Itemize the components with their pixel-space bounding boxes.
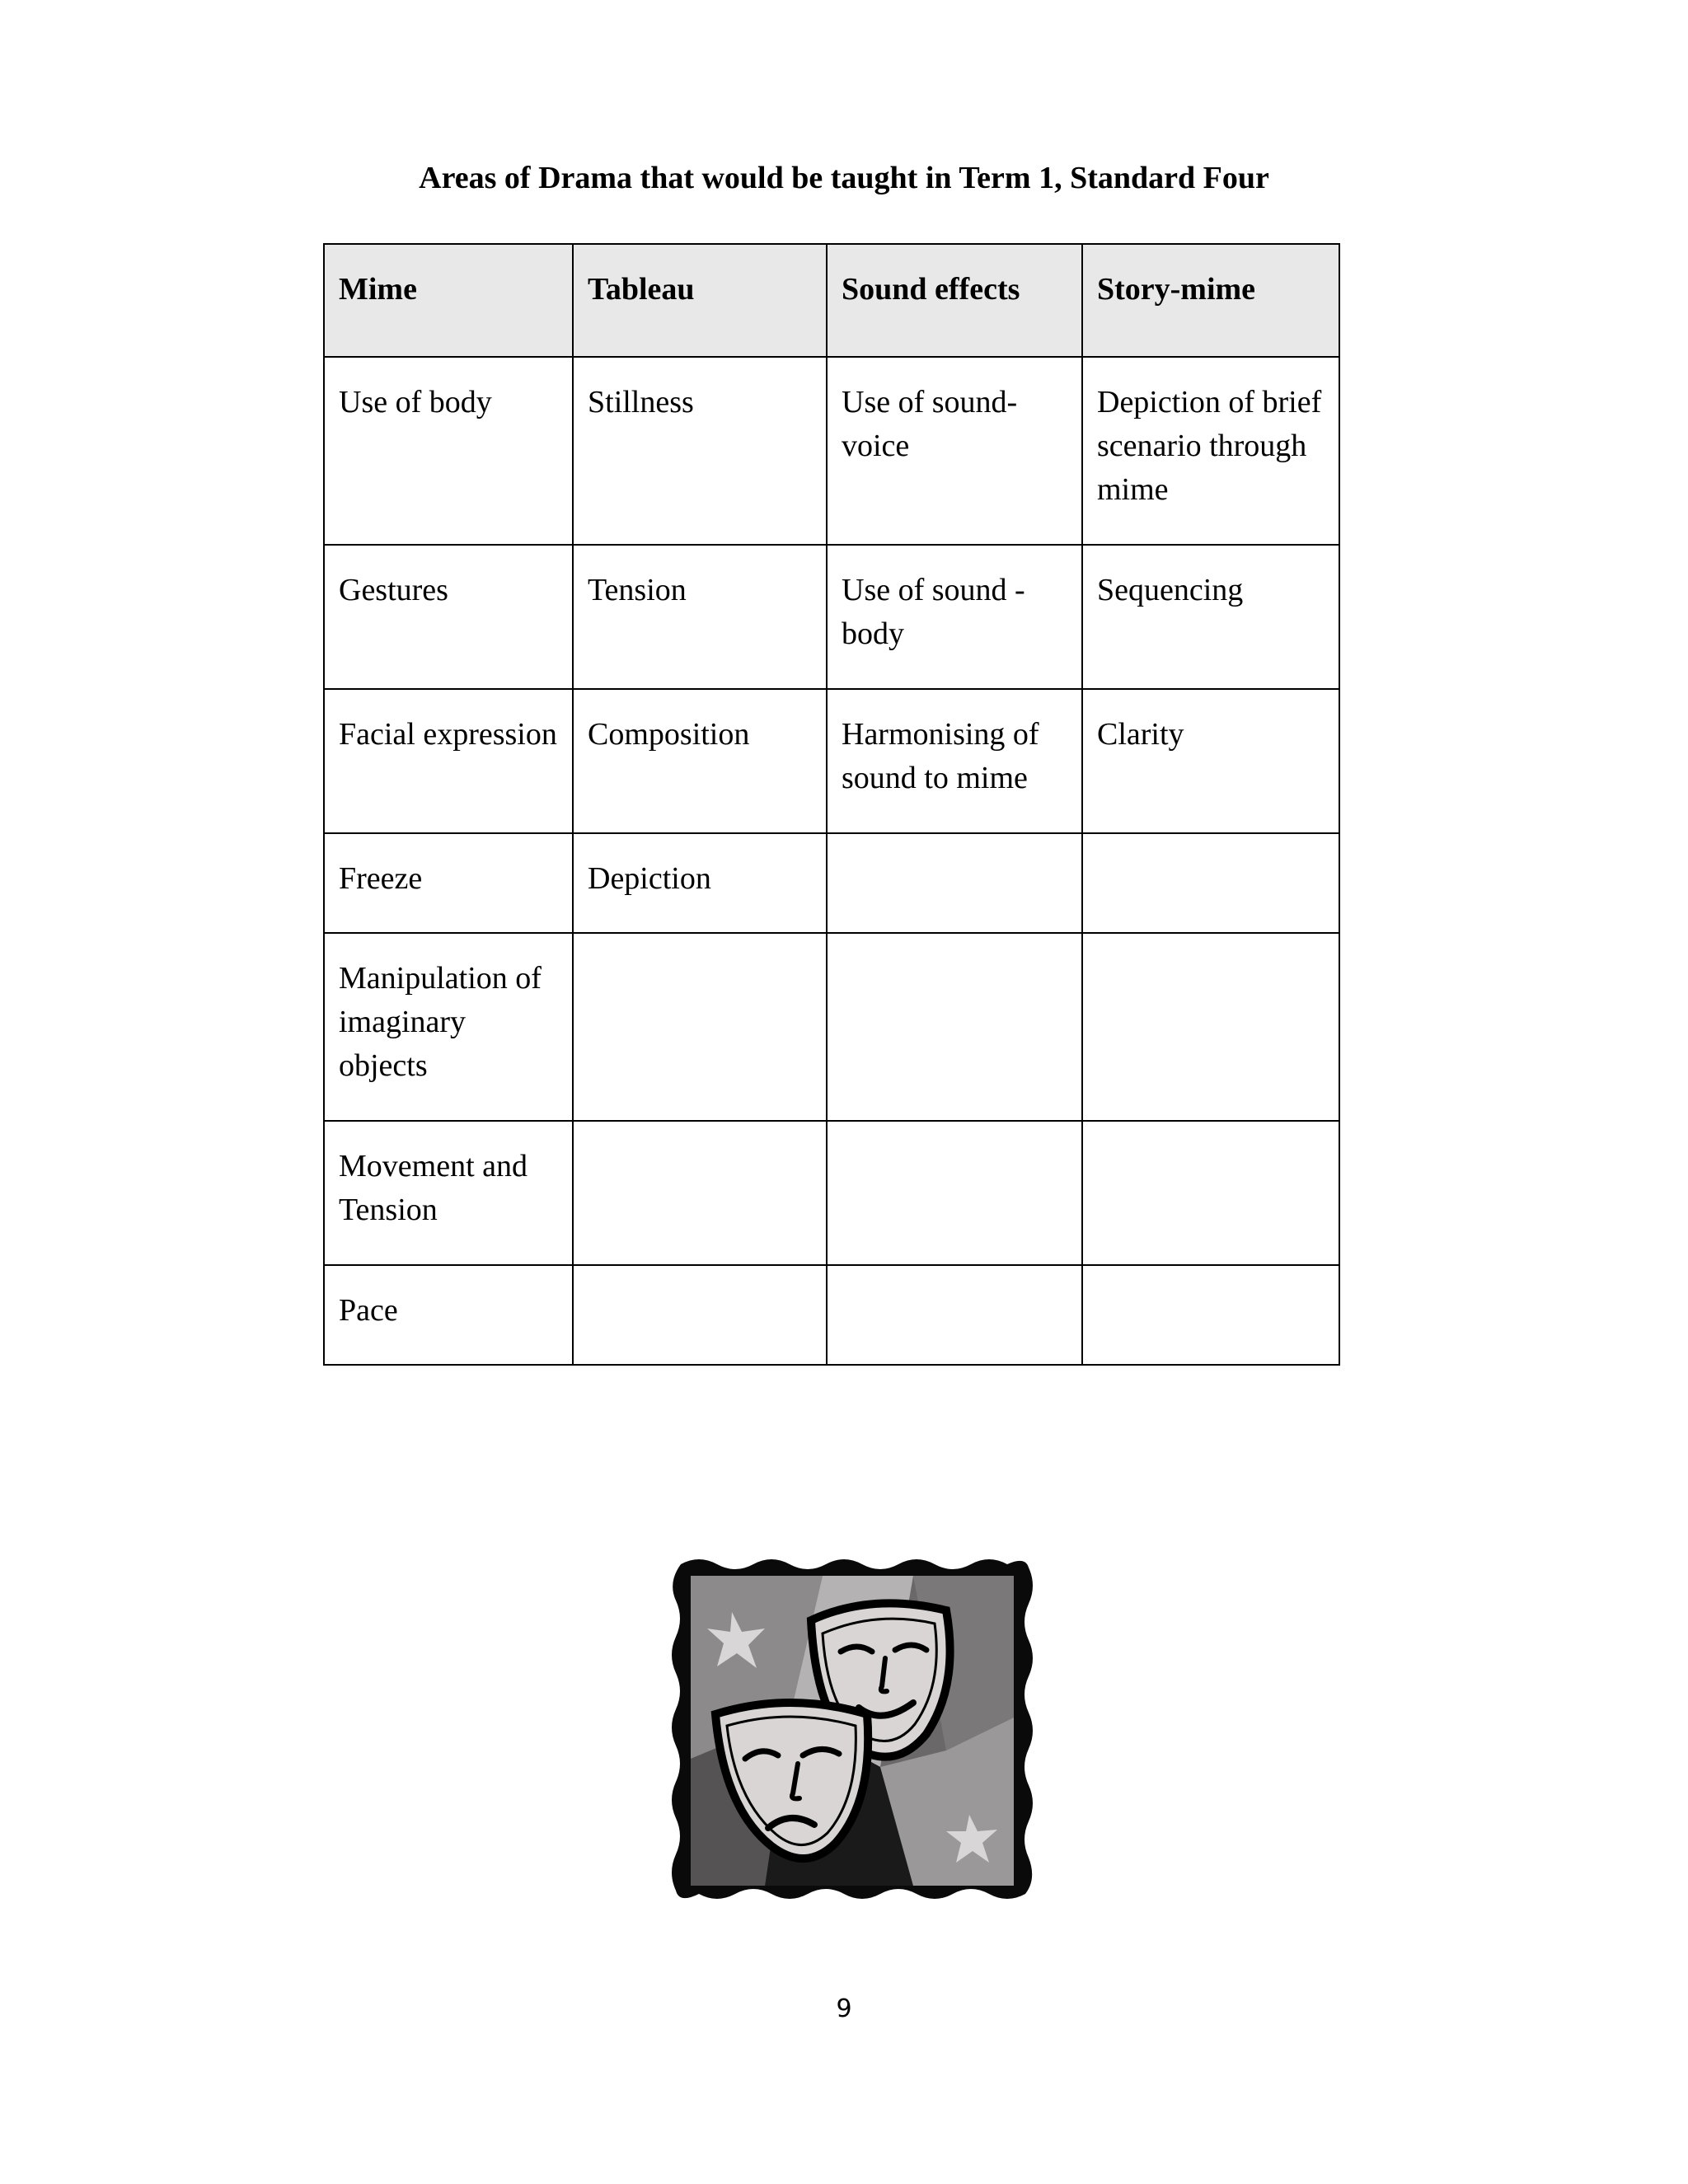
header-story-mime: Story-mime xyxy=(1082,244,1339,357)
table-header-row xyxy=(324,244,1339,357)
table-cell xyxy=(1082,1121,1339,1265)
table-cell xyxy=(827,1265,1082,1365)
drama-masks-icon xyxy=(666,1553,1039,1909)
table-cell: Harmonising of sound to mime xyxy=(827,689,1082,833)
table-cell xyxy=(573,1265,827,1365)
table-cell: Depiction of brief scenario through mime xyxy=(1082,357,1339,545)
table-cell: Pace xyxy=(324,1265,573,1365)
table-cell: Facial expression xyxy=(324,689,573,833)
page-number: 9 xyxy=(836,1994,852,2023)
table-cell xyxy=(1082,833,1339,933)
table-cell: Freeze xyxy=(324,833,573,933)
drama-areas-table xyxy=(323,243,1340,1366)
table-cell: Movement and Tension xyxy=(324,1121,573,1265)
table-cell: Stillness xyxy=(573,357,827,545)
table-cell: Use of sound - body xyxy=(827,545,1082,689)
header-tableau: Tableau xyxy=(573,244,827,357)
table-cell: Manipulation of imaginary objects xyxy=(324,933,573,1121)
table-row xyxy=(324,833,1339,933)
table-cell xyxy=(573,933,827,1121)
table-row xyxy=(324,933,1339,1121)
table-cell xyxy=(1082,1265,1339,1365)
table-row xyxy=(324,545,1339,689)
table-cell: Depiction xyxy=(573,833,827,933)
table-row xyxy=(324,689,1339,833)
table-cell xyxy=(827,933,1082,1121)
table-cell: Tension xyxy=(573,545,827,689)
table-cell: Use of body xyxy=(324,357,573,545)
table-cell: Gestures xyxy=(324,545,573,689)
table-row xyxy=(324,1121,1339,1265)
table-cell xyxy=(827,1121,1082,1265)
table-cell xyxy=(573,1121,827,1265)
header-sound-effects: Sound effects xyxy=(827,244,1082,357)
table-cell: Clarity xyxy=(1082,689,1339,833)
table-cell xyxy=(1082,933,1339,1121)
table-cell: Use of sound-voice xyxy=(827,357,1082,545)
page-title: Areas of Drama that would be taught in Term 1, Standard Four xyxy=(419,161,1269,195)
table-cell: Composition xyxy=(573,689,827,833)
table-cell xyxy=(827,833,1082,933)
table-row xyxy=(324,357,1339,545)
header-mime: Mime xyxy=(324,244,573,357)
table-cell: Sequencing xyxy=(1082,545,1339,689)
table-row xyxy=(324,1265,1339,1365)
